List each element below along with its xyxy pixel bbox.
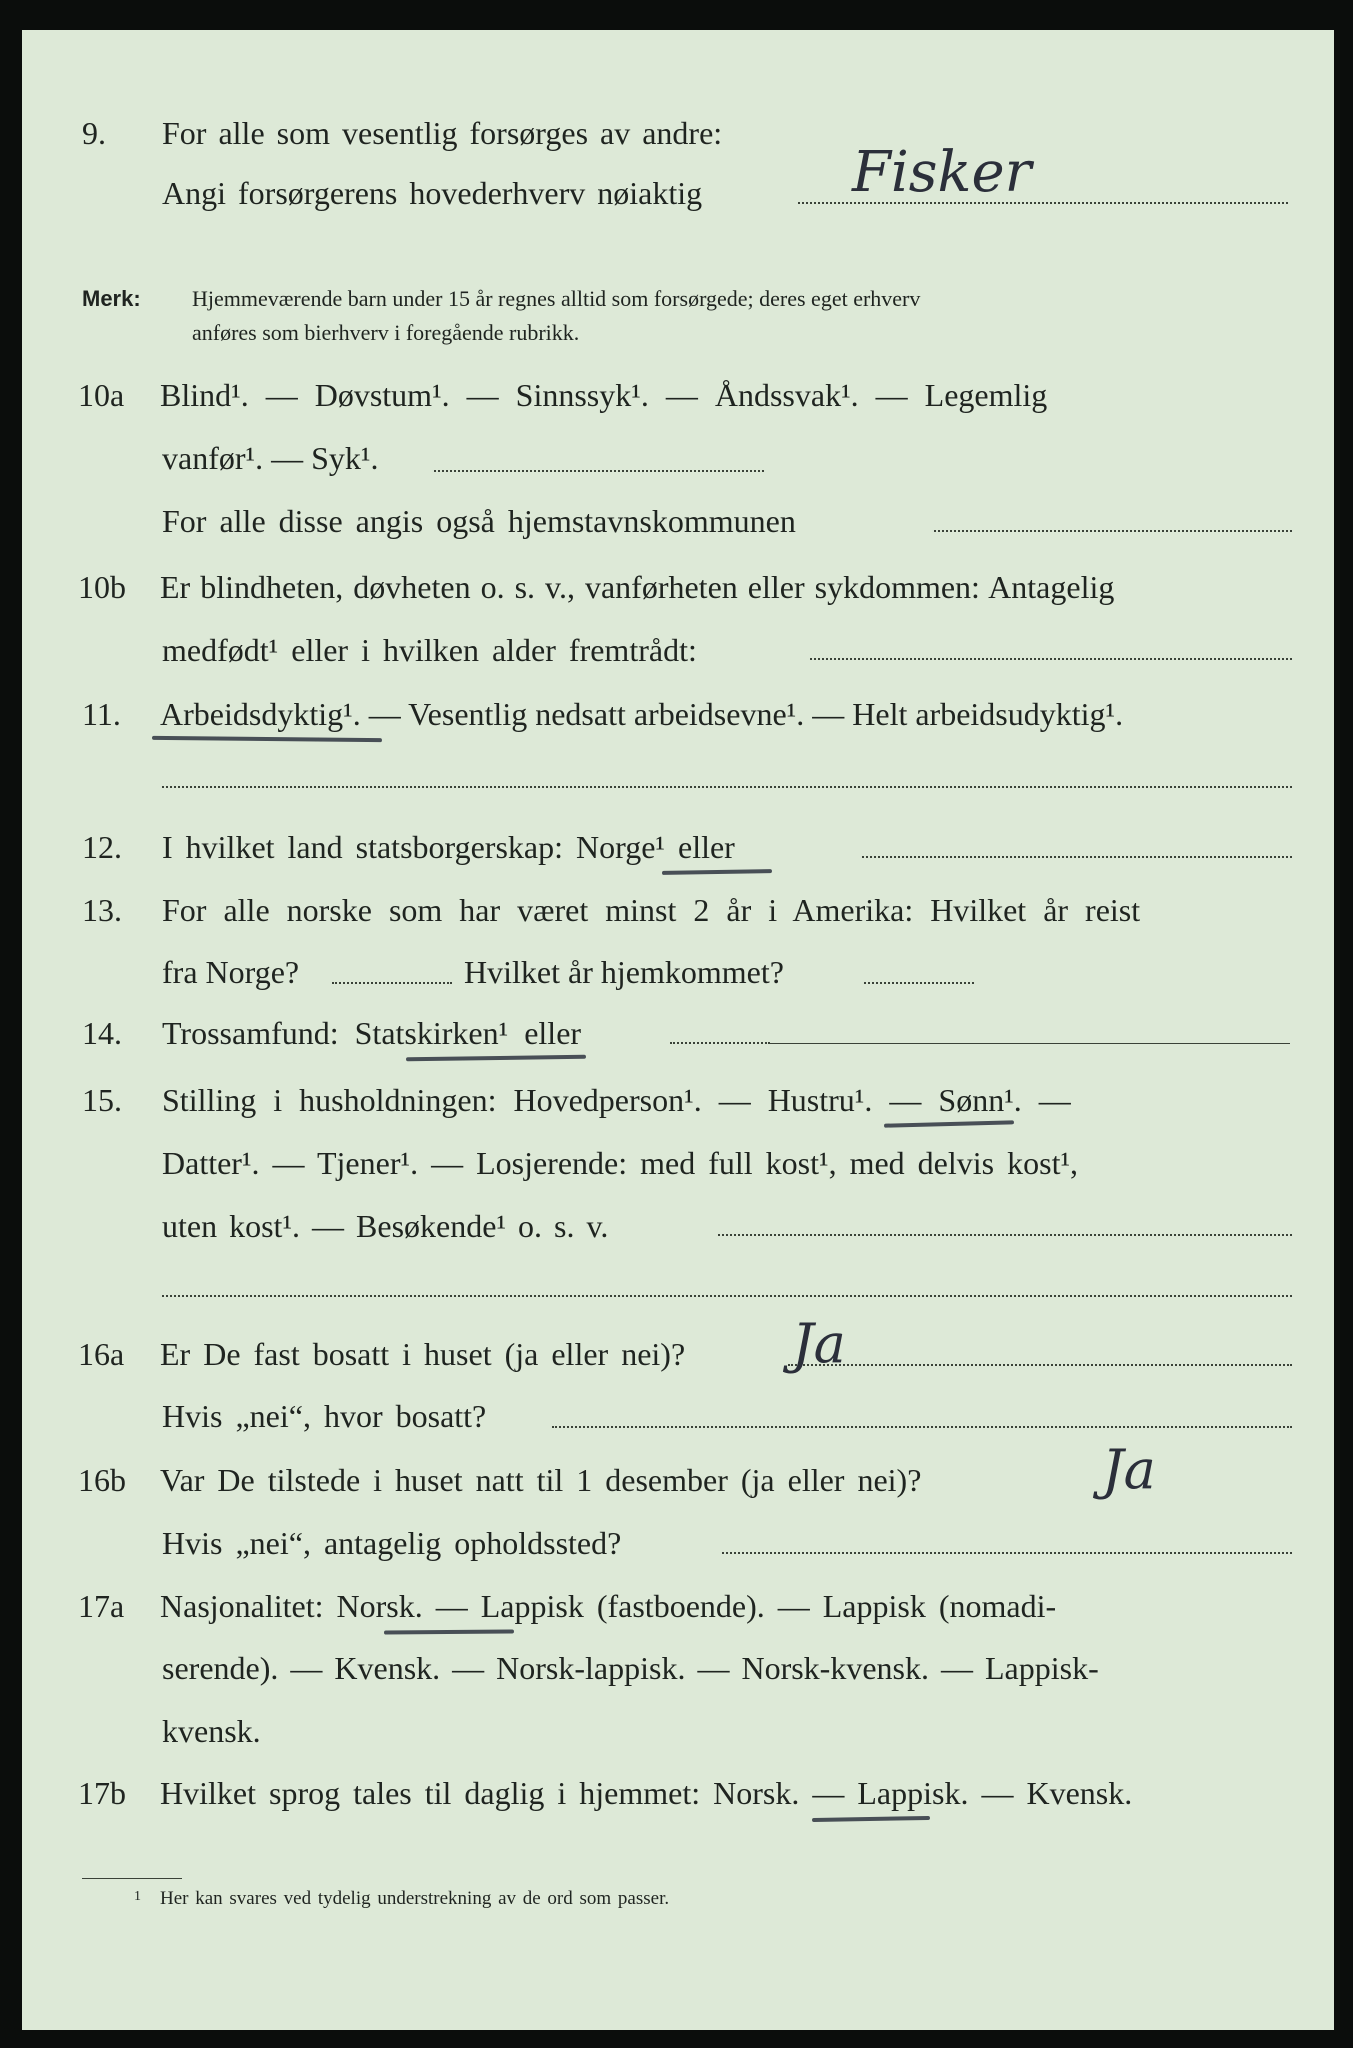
- census-form-page: [22, 30, 1334, 2030]
- answer-line: [332, 982, 452, 984]
- question-text: For alle som vesentlig forsørges av andre:: [162, 115, 723, 151]
- question-text: vanfør¹. — Syk¹.: [162, 440, 379, 476]
- handwritten-answer: Ja: [1102, 1438, 1156, 1501]
- question-text: Trossamfund: Statskirken¹ eller: [162, 1015, 582, 1051]
- note-text: anføres som bierhverv i foregående rubrikk.: [192, 320, 580, 345]
- handwritten-underline: [406, 1055, 586, 1062]
- answer-line: [862, 856, 1292, 858]
- question-text: Hvis „nei“, hvor bosatt?: [162, 1398, 487, 1434]
- question-number: 16a: [78, 1336, 125, 1372]
- question-number: 17a: [78, 1588, 125, 1624]
- answer-line: [934, 530, 1292, 532]
- footnote-rule: [82, 1878, 182, 1879]
- handwritten-underline: [812, 1816, 930, 1822]
- question-text: Er blindheten, døvheten o. s. v., vanførheten eller sykdommen: Antagelig: [160, 569, 1115, 605]
- question-text: fra Norge?: [162, 954, 300, 990]
- question-number: 15.: [82, 1082, 122, 1118]
- footnote-mark: 1: [134, 1889, 141, 1904]
- question-text: Nasjonalitet: Norsk. — Lappisk (fastboende). — Lappisk (nomadi-: [160, 1588, 1057, 1624]
- question-text: Datter¹. — Tjener¹. — Losjerende: med full kost¹, med delvis kost¹,: [162, 1145, 1079, 1181]
- question-number: 17b: [78, 1775, 126, 1811]
- question-number: 10b: [78, 569, 126, 605]
- answer-line: [162, 786, 1292, 788]
- answer-line: [722, 1552, 1292, 1554]
- question-text: Angi forsørgerens hovederhverv nøiaktig: [162, 175, 703, 211]
- note-text: Hjemmeværende barn under 15 år regnes alltid som forsørgede; deres eget erhverv: [192, 286, 921, 311]
- question-text: Hvilket sprog tales til daglig i hjemmet: Norsk. — Lappisk. — Kvensk.: [160, 1775, 1133, 1811]
- answer-line: [770, 1043, 1290, 1044]
- question-number: 16b: [78, 1462, 126, 1498]
- question-text: medfødt¹ eller i hvilken alder fremtrådt:: [162, 632, 697, 668]
- answer-line: [162, 1295, 1292, 1297]
- question-number: 14.: [82, 1015, 122, 1051]
- question-number: 10a: [78, 377, 125, 413]
- answer-line: [788, 1364, 1292, 1366]
- handwritten-answer: Ja: [792, 1312, 846, 1375]
- question-text: I hvilket land statsborgerskap: Norge¹ eller: [162, 829, 735, 865]
- question-text: Er De fast bosatt i huset (ja eller nei)?: [160, 1336, 686, 1372]
- question-number: 9.: [82, 115, 106, 151]
- question-text: serende). — Kvensk. — Norsk-lappisk. — Norsk-kvensk. — Lappisk-: [162, 1650, 1099, 1686]
- question-text: uten kost¹. — Besøkende¹ o. s. v.: [162, 1208, 609, 1244]
- handwritten-answer: Fisker: [852, 140, 1032, 205]
- handwritten-underline: [662, 869, 772, 875]
- answer-line: [810, 658, 1292, 660]
- question-text: Stilling i husholdningen: Hovedperson¹. — Hustru¹. — Sønn¹. —: [162, 1082, 1071, 1118]
- question-text: Hvis „nei“, antagelig opholdssted?: [162, 1525, 622, 1561]
- note-label: Merk:: [82, 286, 141, 311]
- handwritten-underline: [884, 1120, 1014, 1127]
- question-text: kvensk.: [162, 1713, 261, 1749]
- answer-line: [552, 1426, 1292, 1428]
- handwritten-underline: [152, 736, 382, 742]
- answer-line: [434, 470, 764, 472]
- answer-line: [670, 1042, 770, 1044]
- answer-line: [864, 982, 974, 984]
- question-text: Var De tilstede i huset natt til 1 desember (ja eller nei)?: [160, 1462, 922, 1498]
- question-number: 11.: [82, 696, 121, 732]
- question-text: Arbeidsdyktig¹. — Vesentlig nedsatt arbeidsevne¹. — Helt arbeidsudyktig¹.: [160, 696, 1124, 732]
- footnote-text: Her kan svares ved tydelig understrekning av de ord som passer.: [160, 1888, 670, 1909]
- question-text: For alle norske som har været minst 2 år i Amerika: Hvilket år reist: [162, 892, 1141, 928]
- question-text: For alle disse angis også hjemstavnskommunen: [162, 503, 796, 539]
- question-text: Blind¹. — Døvstum¹. — Sinnssyk¹. — Åndssvak¹. — Legemlig: [160, 377, 1048, 413]
- question-text: Hvilket år hjemkommet?: [464, 954, 784, 990]
- answer-line: [718, 1234, 1292, 1236]
- question-number: 13.: [82, 892, 122, 928]
- question-number: 12.: [82, 829, 122, 865]
- handwritten-underline: [384, 1629, 514, 1634]
